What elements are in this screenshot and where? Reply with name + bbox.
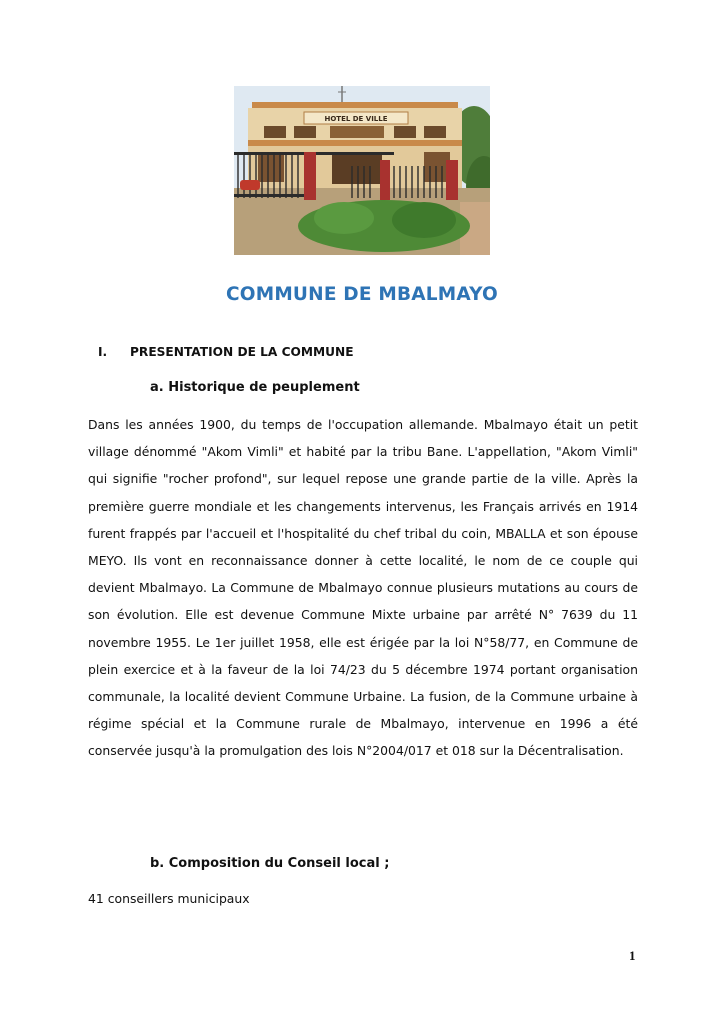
building-sign: HOTEL DE VILLE — [324, 115, 388, 123]
town-hall-photo — [234, 86, 490, 255]
section-number: I. — [98, 345, 108, 359]
document-title: COMMUNE DE MBALMAYO — [226, 284, 498, 305]
subsection-a-title: a. Historique de peuplement — [150, 380, 360, 395]
council-composition-text: 41 conseillers municipaux — [88, 891, 250, 906]
history-paragraph: Dans les années 1900, du temps de l'occupation allemande. Mbalmayo était un petit village dénommé "Akom Vimli" et habité par la tribu Bane. L'appellation, "Akom Vimli" qui signifie "rocher profond", sur lequel repose une grande partie de la ville. Après la première guerre mondiale et les changements intervenus, les Français arrivés en 1914 furent frappés par l'accueil et l'hospitalité du chef tribal du coin, MBALLA et son épouse MEYO. Ils vont en reconnaissance donner à cette localité, le nom de ce couple qui devient Mbalmayo. La Commune de Mbalmayo connue plusieurs mutations au cours de son évolution. Elle est devenue Commune Mixte urbaine par arrêté N° 7639 du 11 novembre 1955. Le 1er juillet 1958, elle est érigée par la loi N°58/77, en Commune de plein exercice et à la faveur de la loi 74/23 du 5 décembre 1974 portant organisation communale, la localité devient Commune Urbaine. La fusion, de la Commune urbaine à régime spécial et la Commune rurale de Mbalmayo, intervenue en 1996 a été conservée jusqu'à la promulgation des lois N°2004/017 et 018 sur la Décentralisation. — [88, 417, 638, 759]
section-title: PRESENTATION DE LA COMMUNE — [130, 345, 354, 359]
subsection-b-title: b. Composition du Conseil local ; — [150, 856, 390, 871]
page-number: 1 — [629, 948, 636, 963]
